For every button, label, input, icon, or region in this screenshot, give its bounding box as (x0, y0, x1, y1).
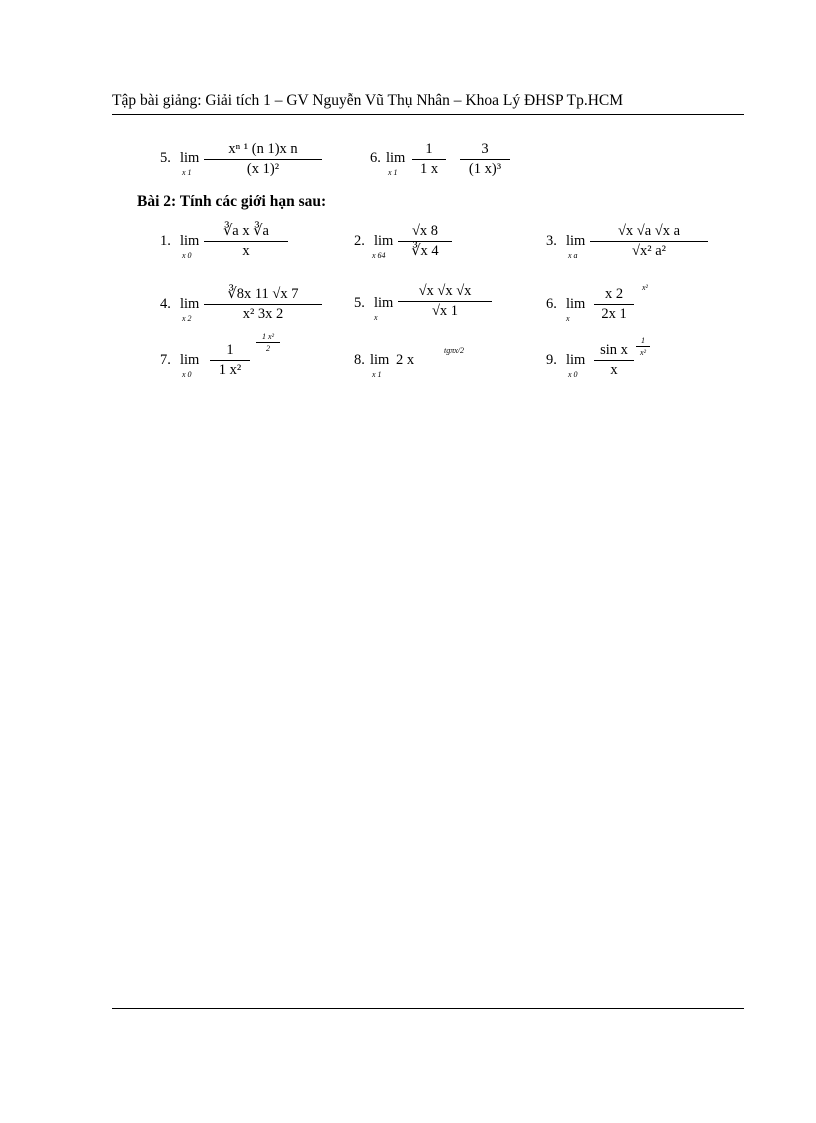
exercise-2-7 (160, 334, 290, 382)
numerator: 1 (425, 141, 433, 157)
page-header: Tập bài giảng: Giải tích 1 – GV Nguyễn Vũ Thụ Nhân – Khoa Lý ĐHSP Tp.HCM (112, 92, 624, 109)
numerator: √x √a √x a (617, 223, 681, 239)
lim-subscript: x 2 (182, 314, 192, 323)
lim-subscript: x 0 (182, 370, 192, 379)
exercise-number: 5. (354, 295, 365, 311)
denominator: 1 x² (218, 362, 242, 378)
fraction (398, 223, 452, 260)
lim-operator: lim (374, 295, 394, 311)
numerator: 1 (226, 342, 234, 358)
exercise-2-2 (354, 223, 474, 263)
denominator: x² 3x 2 (242, 306, 284, 322)
exercise-number: 6. (370, 150, 381, 166)
exercise-2-4 (160, 286, 330, 330)
exponent-numerator: 1 (641, 336, 645, 345)
numerator: x 2 (604, 286, 624, 302)
denominator: x (610, 362, 618, 378)
lim-subscript: x 1 (388, 168, 398, 177)
lim-operator: lim (566, 296, 586, 312)
numerator: xⁿ ¹ (n 1)x n (228, 141, 298, 157)
exercise-1-6 (370, 141, 520, 181)
fraction (204, 286, 322, 323)
exercise-2-3 (546, 223, 716, 267)
lim-subscript: x 1 (182, 168, 192, 177)
lim-subscript: x (566, 314, 570, 323)
denominator: 2x 1 (601, 306, 627, 322)
exponent-fraction (636, 336, 650, 357)
numerator: sin x (600, 342, 628, 358)
exercise-number: 2. (354, 233, 365, 249)
lim-subscript: x (374, 313, 378, 322)
exercise-2-6 (546, 283, 656, 330)
numerator: 3 (481, 141, 489, 157)
exercise-number: 9. (546, 352, 557, 368)
exercise-number: 3. (546, 233, 557, 249)
lim-operator: lim (370, 352, 390, 368)
exercise-2-9 (546, 338, 666, 384)
header-rule (112, 114, 744, 115)
lim-operator: lim (180, 296, 200, 312)
exponent-numerator: 1 x² (262, 332, 274, 341)
denominator: √x² a² (632, 243, 666, 259)
fraction-1 (412, 141, 446, 178)
exponent-denominator: x² (640, 348, 646, 357)
denominator: ∛x 4 (411, 243, 439, 259)
exercise-2-5 (354, 283, 504, 329)
exercise-1-5 (160, 141, 330, 181)
section-title: Bài 2: Tính các giới hạn sau: (137, 193, 327, 210)
base-expression: 2 x (396, 352, 415, 368)
exercise-number: 6. (546, 296, 557, 312)
exercise-number: 7. (160, 352, 171, 368)
lim-operator: lim (374, 233, 394, 249)
lim-subscript: x 1 (372, 370, 382, 379)
lim-operator: lim (566, 233, 586, 249)
denominator: 1 x (419, 161, 439, 177)
exercise-number: 8. (354, 352, 365, 368)
lim-operator: lim (180, 352, 200, 368)
exercise-number: 5. (160, 150, 171, 166)
fraction (398, 283, 492, 320)
lim-operator: lim (566, 352, 586, 368)
lim-operator: lim (180, 233, 200, 249)
fraction-2 (460, 141, 510, 178)
lim-operator: lim (180, 150, 200, 166)
fraction (590, 223, 708, 260)
lim-operator: lim (386, 150, 406, 166)
denominator: (x 1)² (246, 161, 280, 177)
numerator: ∛a x ∛a (223, 223, 269, 239)
exercise-2-1 (160, 223, 300, 263)
lim-subscript: x 64 (372, 251, 386, 260)
lim-subscript: x a (568, 251, 578, 260)
exponent-denominator: 2 (266, 344, 270, 353)
exercise-number: 4. (160, 296, 171, 312)
exponent: x² (642, 283, 648, 292)
exercise-2-8 (354, 346, 474, 382)
numerator: √x √x √x (418, 283, 472, 299)
exponent-fraction (256, 332, 280, 353)
fraction (594, 286, 634, 323)
lim-subscript: x 0 (182, 251, 192, 260)
footer-rule (112, 1008, 744, 1009)
fraction (210, 342, 250, 379)
lim-subscript: x 0 (568, 370, 578, 379)
fraction (204, 141, 322, 178)
numerator: √x 8 (411, 223, 439, 239)
denominator: x (242, 243, 250, 259)
exercise-number: 1. (160, 233, 171, 249)
denominator: √x 1 (431, 303, 459, 319)
fraction (594, 342, 634, 379)
exponent: tgπx/2 (444, 346, 465, 355)
numerator: ∛8x 11 √x 7 (227, 286, 299, 302)
denominator: (1 x)³ (468, 161, 502, 177)
fraction (204, 223, 288, 260)
